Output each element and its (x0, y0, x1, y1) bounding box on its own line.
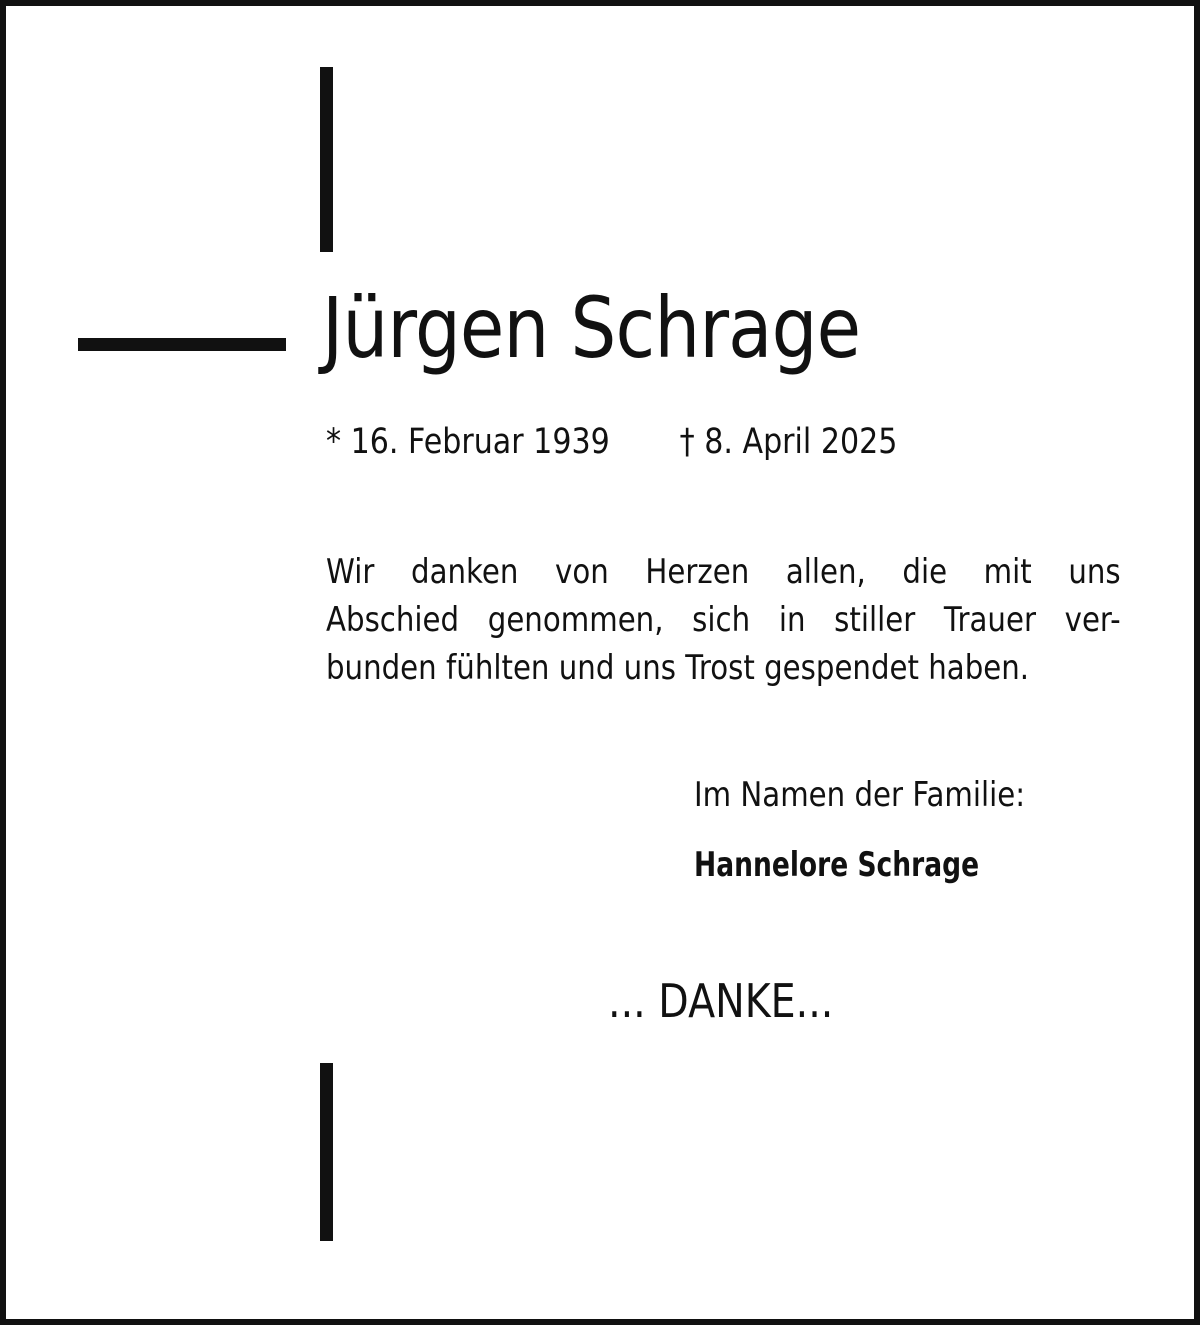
family-label: Im Namen der Familie: (694, 775, 1026, 815)
cross-bottom-bar (320, 1063, 333, 1241)
signer-name: Hannelore Schrage (694, 845, 980, 885)
death-date: † 8. April 2025 (679, 422, 898, 462)
life-dates (326, 420, 897, 464)
birth-date: * 16. Februar 1939 (326, 422, 610, 462)
cross-top-bar (320, 67, 333, 252)
message-line: Abschied genommen, sich in stiller Trauer ver- (326, 600, 1121, 640)
thanks-text: ... DANKE... (608, 974, 834, 1028)
cross-left-bar (78, 338, 286, 351)
deceased-name: Jürgen Schrage (322, 279, 861, 377)
message-line: bunden fühlten und uns Trost gespendet haben. (326, 648, 1030, 688)
thank-you-message (326, 548, 1121, 692)
message-line: Wir danken von Herzen allen, die mit uns (326, 552, 1121, 592)
